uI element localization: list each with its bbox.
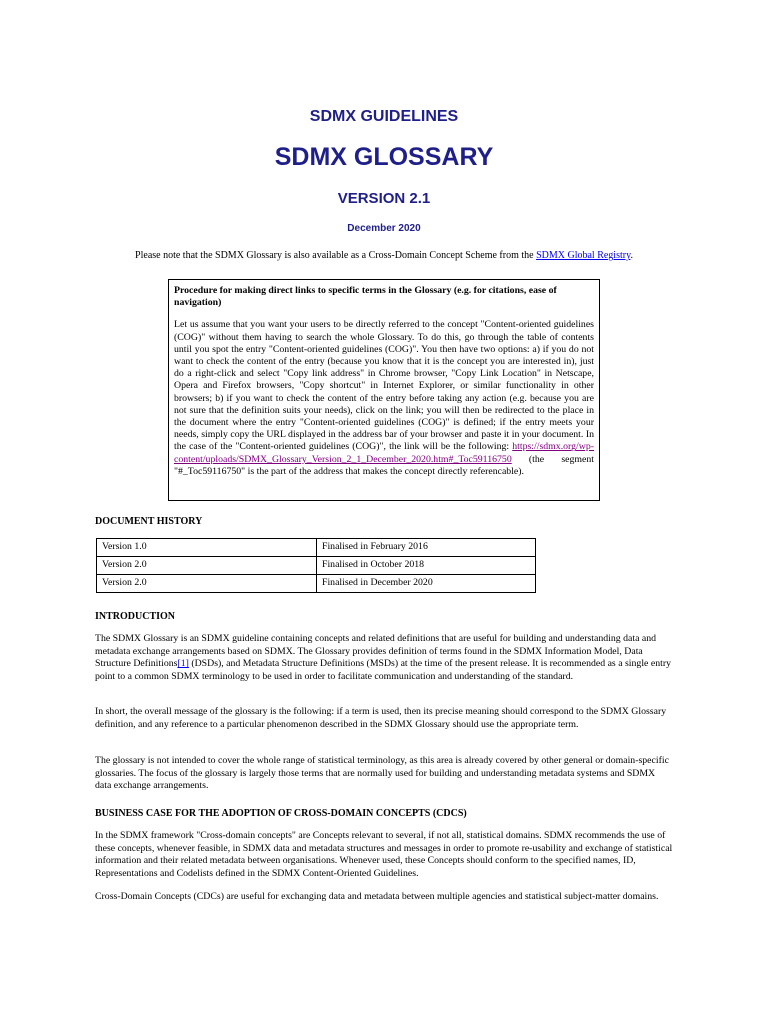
history-status-cell: Finalised in October 2018: [317, 557, 536, 575]
document-series: SDMX GUIDELINES: [309, 108, 459, 125]
document-version: VERSION 2.1: [337, 190, 431, 207]
introduction-paragraph-1: [95, 633, 673, 683]
procedure-body: [174, 319, 594, 478]
business-case-heading: BUSINESS CASE FOR THE ADOPTION OF CROSS-DOMAIN CONCEPTS (CDCS): [95, 808, 467, 819]
document-date: December 2020: [347, 223, 421, 234]
table-row: [97, 575, 536, 593]
footnote-link[interactable]: [1]: [177, 658, 189, 669]
introduction-paragraph-2: In short, the overall message of the glossary is the following: if a term is used, then its precise meaning should correspond to the SDMX Glossary definition, and any reference to a particular phenomenon described in the SDMX Glossary should use the appropriate term.: [95, 706, 667, 730]
history-version-cell: Version 1.0: [97, 539, 317, 557]
document-title: SDMX GLOSSARY: [274, 143, 494, 171]
business-case-paragraph-2: Cross-Domain Concepts (CDCs) are useful for exchanging data and metadata between multiple agencies and statistical subject-matter domains.: [95, 891, 659, 902]
table-row: [97, 539, 536, 557]
intro-p1-start: The SDMX Glossary is an SDMX guideline containing concepts and related definitions that are useful for building and understanding data and metadata exchange arrangements based on SDMX. The Glossary provides definition of terms found in the SDMX Information Model, Data Structure Definitions: [95, 633, 657, 669]
procedure-box: [168, 279, 600, 501]
registry-note-text: Please note that the SDMX Glossary is also available as a Cross-Domain Concept Scheme from the: [135, 250, 537, 261]
procedure-title: Procedure for making direct links to specific terms in the Glossary (e.g. for citations, ease of navigation): [174, 285, 557, 309]
introduction-paragraph-3: The glossary is not intended to cover the whole range of statistical terminology, as this area is already covered by other general or domain-specific glossaries. The focus of the glossary is largely those terms that are normally used for building and understanding metadata systems and SDMX data exchange arrangements.: [95, 755, 669, 791]
history-status-cell: Finalised in December 2020: [317, 575, 536, 593]
history-version-cell: Version 2.0: [97, 575, 317, 593]
document-history-table: [96, 538, 536, 593]
document-history-heading: DOCUMENT HISTORY: [95, 516, 203, 527]
business-case-paragraph-1: In the SDMX framework "Cross-domain concepts" are Concepts relevant to several, if not all, statistical domains. SDMX recommends the use of these concepts, whenever feasible, in SDMX data and metadata structures and messages in order to promote re-usability and exchange of statistical information and their related metadata between organisations. Whenever used, these Concepts should conform to the specified names, ID, Representations and Codelists defined in the SDMX Content-Oriented Guidelines.: [95, 830, 673, 879]
procedure-tail: (the segment "#_Toc59116750" is the part of the address that makes the concept directly referencable).: [174, 453, 594, 477]
history-version-cell: Version 2.0: [97, 557, 317, 575]
procedure-text: Let us assume that you want your users to be directly referred to the concept "Content-oriented guidelines (COG)" without them having to search the whole Glossary. To do this, go through the table of contents until you spot the entry "Content-oriented guidelines (COG)". You then have two options: a) if you do not want to check the content of the entry (because you know that it is the concept you are interested in), just do a right-click and select "Copy link address" in Chrome browser, "Copy Link Location" in Netscape, Opera and Firefox browsers, "Copy shortcut" in Internet Explorer, or similar functionality in other browsers; b) if you want to check the content of the entry before taking any action (e.g. because you are not sure that the definition suits your needs), click on the link; you will then be redirected to the place in the document where the entry "Content-oriented guidelines (COG)" is defined; if the entry meets your needs, simply copy the URL displayed in the address bar of your browser and paste it in your document. In the case of the "Content-oriented guidelines (COG)", the link will be the following:: [174, 319, 594, 453]
intro-p1-end: (DSDs), and Metadata Structure Definitions (MSDs) at the time of the present release. It is recommended as a single entry point to a common SDMX terminology to be used in order to facilitate communication and understanding of the standard.: [95, 658, 671, 682]
example-link[interactable]: https://sdmx.org/wp-content/uploads/SDMX_Glossary_Version_2_1_December_2020.htm#_Toc59116750: [174, 441, 594, 465]
registry-note-end: .: [630, 250, 633, 261]
registry-link[interactable]: SDMX Global Registry: [536, 250, 631, 261]
table-row: [97, 557, 536, 575]
introduction-heading: INTRODUCTION: [95, 611, 176, 622]
registry-note: [0, 250, 768, 261]
history-status-cell: Finalised in February 2016: [317, 539, 536, 557]
